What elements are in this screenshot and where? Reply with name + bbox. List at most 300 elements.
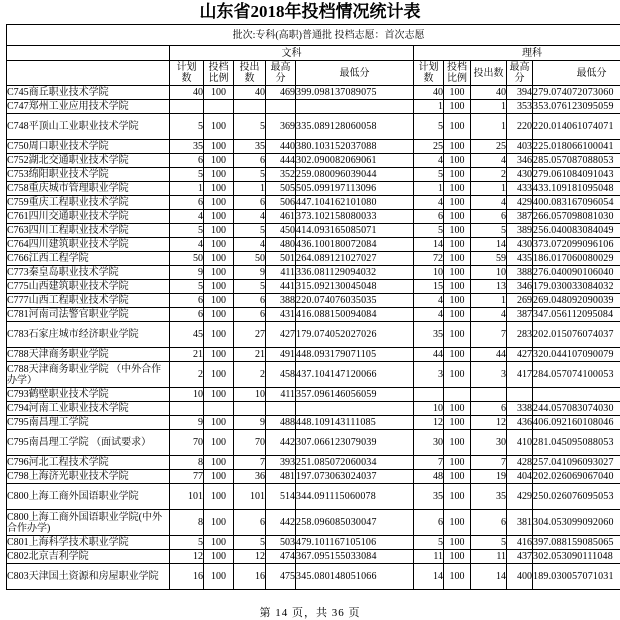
cell-lk-high: 410 bbox=[507, 430, 533, 456]
cell-wk-out: 50 bbox=[234, 252, 266, 266]
cell-wk-out: 35 bbox=[234, 140, 266, 154]
table-row bbox=[7, 114, 620, 140]
cell-wk-plan: 5 bbox=[170, 114, 204, 140]
cell-wk-high: 393 bbox=[266, 456, 296, 470]
cell-lk-ratio: 100 bbox=[444, 564, 471, 590]
cell-wk-plan: 40 bbox=[170, 86, 204, 100]
table-row bbox=[7, 224, 620, 238]
cell-wk-ratio: 100 bbox=[204, 140, 234, 154]
table-row bbox=[7, 210, 620, 224]
cell-lk-plan: 12 bbox=[414, 416, 444, 430]
cell-lk-out: 6 bbox=[471, 402, 507, 416]
cell-wk-plan: 9 bbox=[170, 266, 204, 280]
cell-lk-high: 220 bbox=[507, 114, 533, 140]
cell-lk-ratio: 100 bbox=[444, 154, 471, 168]
cell-wk-ratio: 100 bbox=[204, 86, 234, 100]
cell-lk-ratio: 100 bbox=[444, 252, 471, 266]
cell-wk-plan: 8 bbox=[170, 456, 204, 470]
col-header-lk-plan-line2: 数 bbox=[414, 73, 443, 84]
cell-lk-high: 389 bbox=[507, 224, 533, 238]
cell-wk-ratio: 100 bbox=[204, 196, 234, 210]
cell-wk-plan: 10 bbox=[170, 388, 204, 402]
cell-wk-low: 335.089128060058 bbox=[296, 114, 414, 140]
table-row bbox=[7, 308, 620, 322]
cell-lk-out: 44 bbox=[471, 348, 507, 362]
cell-wk-ratio: 100 bbox=[204, 308, 234, 322]
cell-wk-ratio: 100 bbox=[204, 252, 234, 266]
cell-school: C777山西工程职业技术学院 bbox=[7, 294, 170, 308]
cell-lk-out: 59 bbox=[471, 252, 507, 266]
cell-lk-ratio: 100 bbox=[444, 294, 471, 308]
table-row bbox=[7, 168, 620, 182]
cell-lk-low: 256.040083084049 bbox=[533, 224, 620, 238]
cell-lk-ratio bbox=[444, 388, 471, 402]
cell-wk-low: 436.100180072084 bbox=[296, 238, 414, 252]
cell-lk-ratio: 100 bbox=[444, 456, 471, 470]
cell-wk-plan: 50 bbox=[170, 252, 204, 266]
cell-lk-high: 387 bbox=[507, 210, 533, 224]
cell-lk-low: 250.026076095053 bbox=[533, 484, 620, 510]
cell-lk-out: 7 bbox=[471, 456, 507, 470]
cell-wk-low: 437.104147120066 bbox=[296, 362, 414, 388]
cell-wk-ratio: 100 bbox=[204, 210, 234, 224]
cell-wk-out: 9 bbox=[234, 416, 266, 430]
cell-wk-ratio: 100 bbox=[204, 536, 234, 550]
cell-lk-plan: 1 bbox=[414, 182, 444, 196]
cell-wk-plan: 6 bbox=[170, 154, 204, 168]
cell-wk-out: 12 bbox=[234, 550, 266, 564]
cell-lk-out: 1 bbox=[471, 294, 507, 308]
cell-lk-plan: 4 bbox=[414, 154, 444, 168]
cell-school: C802北京吉利学院 bbox=[7, 550, 170, 564]
cell-wk-ratio: 100 bbox=[204, 470, 234, 484]
cell-wk-high: 427 bbox=[266, 322, 296, 348]
cell-wk-ratio: 100 bbox=[204, 224, 234, 238]
cell-lk-out: 2 bbox=[471, 168, 507, 182]
cell-wk-low: 357.096146056059 bbox=[296, 388, 414, 402]
cell-wk-plan: 35 bbox=[170, 140, 204, 154]
cell-lk-out: 5 bbox=[471, 224, 507, 238]
cell-lk-high: 436 bbox=[507, 416, 533, 430]
cell-lk-plan: 14 bbox=[414, 564, 444, 590]
cell-wk-high: 475 bbox=[266, 564, 296, 590]
cell-school: C764四川建筑职业技术学院 bbox=[7, 238, 170, 252]
cell-school: C801上海科学技术职业学院 bbox=[7, 536, 170, 550]
cell-wk-plan: 5 bbox=[170, 168, 204, 182]
cell-wk-out: 5 bbox=[234, 280, 266, 294]
cell-lk-plan: 14 bbox=[414, 238, 444, 252]
table-row bbox=[7, 294, 620, 308]
cell-wk-high bbox=[266, 100, 296, 114]
cell-lk-low: 202.015076074037 bbox=[533, 322, 620, 348]
cell-lk-ratio: 100 bbox=[444, 430, 471, 456]
table-row bbox=[7, 266, 620, 280]
cell-school: C781河南司法警官职业学院 bbox=[7, 308, 170, 322]
cell-lk-ratio: 100 bbox=[444, 484, 471, 510]
batch-label: 批次:专科(高职)普通批 投档志愿：首次志愿 bbox=[7, 25, 620, 46]
cell-wk-ratio: 100 bbox=[204, 564, 234, 590]
cell-lk-out: 40 bbox=[471, 86, 507, 100]
cell-lk-high: 338 bbox=[507, 402, 533, 416]
cell-wk-plan: 4 bbox=[170, 210, 204, 224]
cell-lk-low: 285.057087088053 bbox=[533, 154, 620, 168]
cell-lk-plan: 10 bbox=[414, 266, 444, 280]
cell-lk-ratio: 100 bbox=[444, 224, 471, 238]
col-header-wk-ratio bbox=[204, 61, 234, 86]
col-header-lk-plan-line1: 计划 bbox=[414, 62, 443, 73]
cell-lk-ratio: 100 bbox=[444, 182, 471, 196]
cell-wk-out: 6 bbox=[234, 510, 266, 536]
cell-school: C758重庆城市管理职业学院 bbox=[7, 182, 170, 196]
col-header-lk-plan bbox=[414, 61, 444, 86]
cell-wk-low: 447.104162101080 bbox=[296, 196, 414, 210]
col-header-lk-ratio-line2: 比例 bbox=[444, 73, 470, 84]
cell-wk-out bbox=[234, 100, 266, 114]
cell-lk-low: 373.072099096106 bbox=[533, 238, 620, 252]
cell-lk-high: 429 bbox=[507, 196, 533, 210]
col-header-wk-out-line2: 数 bbox=[234, 73, 265, 84]
cell-wk-plan bbox=[170, 100, 204, 114]
cell-lk-ratio: 100 bbox=[444, 416, 471, 430]
cell-wk-high: 481 bbox=[266, 470, 296, 484]
cell-school: C750周口职业技术学院 bbox=[7, 140, 170, 154]
cell-wk-low: 373.102158080033 bbox=[296, 210, 414, 224]
cell-lk-high: 381 bbox=[507, 510, 533, 536]
col-header-lk-high bbox=[507, 61, 533, 86]
cell-wk-out: 6 bbox=[234, 308, 266, 322]
cell-lk-plan: 4 bbox=[414, 294, 444, 308]
cell-lk-low: 202.026069067040 bbox=[533, 470, 620, 484]
page-title: 山东省2018年投档情况统计表 bbox=[6, 0, 614, 24]
cell-wk-high: 411 bbox=[266, 266, 296, 280]
cell-wk-plan: 5 bbox=[170, 224, 204, 238]
col-header-wk-plan-line1: 计划 bbox=[170, 62, 203, 73]
cell-school: C783石家庄城市经济职业学院 bbox=[7, 322, 170, 348]
cell-wk-low: 259.080096039044 bbox=[296, 168, 414, 182]
cell-wk-out: 5 bbox=[234, 224, 266, 238]
col-header-wk-high-line2: 分 bbox=[266, 73, 295, 84]
col-header-school bbox=[7, 61, 170, 86]
cell-lk-high: 394 bbox=[507, 86, 533, 100]
cell-lk-low: 347.056112095084 bbox=[533, 308, 620, 322]
table-body bbox=[7, 86, 620, 590]
cell-lk-out: 11 bbox=[471, 550, 507, 564]
table-row bbox=[7, 348, 620, 362]
cell-lk-plan: 35 bbox=[414, 484, 444, 510]
table-row bbox=[7, 252, 620, 266]
table-row bbox=[7, 362, 620, 388]
cell-lk-high: 430 bbox=[507, 168, 533, 182]
cell-wk-high: 505 bbox=[266, 182, 296, 196]
cell-wk-ratio: 100 bbox=[204, 510, 234, 536]
cell-wk-out: 1 bbox=[234, 182, 266, 196]
cell-wk-low: 414.093165085071 bbox=[296, 224, 414, 238]
table-row bbox=[7, 86, 620, 100]
cell-wk-high: 431 bbox=[266, 308, 296, 322]
cell-wk-out: 2 bbox=[234, 362, 266, 388]
cell-school: C796河北工程技术学院 bbox=[7, 456, 170, 470]
cell-lk-high: 433 bbox=[507, 182, 533, 196]
cell-lk-out: 3 bbox=[471, 362, 507, 388]
cell-wk-plan: 1 bbox=[170, 182, 204, 196]
cell-wk-high: 503 bbox=[266, 536, 296, 550]
cell-lk-ratio: 100 bbox=[444, 322, 471, 348]
cell-wk-high: 469 bbox=[266, 86, 296, 100]
cell-wk-plan: 101 bbox=[170, 484, 204, 510]
cell-lk-low: 220.014061074071 bbox=[533, 114, 620, 140]
cell-lk-low: 225.018066100041 bbox=[533, 140, 620, 154]
cell-lk-low: 353.076123095059 bbox=[533, 100, 620, 114]
cell-lk-out: 35 bbox=[471, 484, 507, 510]
cell-lk-high: 403 bbox=[507, 140, 533, 154]
cell-wk-out: 21 bbox=[234, 348, 266, 362]
cell-wk-plan: 2 bbox=[170, 362, 204, 388]
cell-lk-plan: 5 bbox=[414, 168, 444, 182]
cell-lk-low: 406.092160108046 bbox=[533, 416, 620, 430]
cell-wk-ratio: 100 bbox=[204, 114, 234, 140]
cell-lk-ratio: 100 bbox=[444, 470, 471, 484]
cell-lk-out: 1 bbox=[471, 100, 507, 114]
cell-wk-out: 4 bbox=[234, 210, 266, 224]
cell-lk-plan: 3 bbox=[414, 362, 444, 388]
cell-wk-out: 4 bbox=[234, 238, 266, 252]
cell-wk-plan: 12 bbox=[170, 550, 204, 564]
col-header-wk-low: 最低分 bbox=[296, 61, 414, 86]
cell-wk-ratio: 100 bbox=[204, 550, 234, 564]
cell-lk-plan: 10 bbox=[414, 402, 444, 416]
cell-lk-low bbox=[533, 388, 620, 402]
cell-wk-ratio: 100 bbox=[204, 484, 234, 510]
cell-school: C748平顶山工业职业技术学院 bbox=[7, 114, 170, 140]
cell-wk-plan: 6 bbox=[170, 308, 204, 322]
cell-lk-plan: 44 bbox=[414, 348, 444, 362]
col-header-lk-high-line2: 分 bbox=[507, 73, 532, 84]
subject-group-header-row bbox=[7, 46, 620, 61]
cell-lk-out: 7 bbox=[471, 322, 507, 348]
cell-wk-ratio: 100 bbox=[204, 280, 234, 294]
cell-lk-low: 284.057074100053 bbox=[533, 362, 620, 388]
cell-lk-plan: 30 bbox=[414, 430, 444, 456]
cell-wk-plan: 77 bbox=[170, 470, 204, 484]
cell-school: C766江西工程学院 bbox=[7, 252, 170, 266]
cell-lk-plan: 6 bbox=[414, 510, 444, 536]
cell-lk-out: 4 bbox=[471, 154, 507, 168]
cell-wk-low: 264.089121027027 bbox=[296, 252, 414, 266]
cell-wk-ratio: 100 bbox=[204, 416, 234, 430]
cell-wk-low: 448.109143111085 bbox=[296, 416, 414, 430]
cell-wk-ratio: 100 bbox=[204, 348, 234, 362]
cell-lk-out: 1 bbox=[471, 114, 507, 140]
cell-lk-low: 397.088159085065 bbox=[533, 536, 620, 550]
page-footer: 第 14 页，共 36 页 bbox=[6, 590, 614, 620]
cell-wk-plan: 21 bbox=[170, 348, 204, 362]
cell-wk-plan: 4 bbox=[170, 238, 204, 252]
cell-wk-ratio: 100 bbox=[204, 362, 234, 388]
cell-lk-ratio: 100 bbox=[444, 100, 471, 114]
cell-lk-high: 416 bbox=[507, 536, 533, 550]
cell-school: C753绵阳职业技术学院 bbox=[7, 168, 170, 182]
cell-wk-ratio: 100 bbox=[204, 456, 234, 470]
table-row bbox=[7, 388, 620, 402]
cell-wk-high: 440 bbox=[266, 140, 296, 154]
cell-wk-plan bbox=[170, 402, 204, 416]
cell-wk-high: 450 bbox=[266, 224, 296, 238]
cell-lk-high bbox=[507, 388, 533, 402]
cell-wk-low: 344.091115060078 bbox=[296, 484, 414, 510]
cell-lk-out: 30 bbox=[471, 430, 507, 456]
cell-lk-low: 279.074072073060 bbox=[533, 86, 620, 100]
group-header-like: 理科 bbox=[414, 46, 620, 61]
cell-wk-plan: 16 bbox=[170, 564, 204, 590]
cell-wk-low: 307.066123079039 bbox=[296, 430, 414, 456]
cell-wk-out: 36 bbox=[234, 470, 266, 484]
table-row bbox=[7, 154, 620, 168]
cell-lk-high: 427 bbox=[507, 348, 533, 362]
cell-wk-ratio: 100 bbox=[204, 154, 234, 168]
cell-lk-high: 430 bbox=[507, 238, 533, 252]
cell-school: C803天津国土资源和房屋职业学院 bbox=[7, 564, 170, 590]
col-header-lk-ratio bbox=[444, 61, 471, 86]
cell-lk-low: 266.057098081030 bbox=[533, 210, 620, 224]
cell-lk-out: 19 bbox=[471, 470, 507, 484]
cell-wk-high: 506 bbox=[266, 196, 296, 210]
col-header-lk-low: 最低分 bbox=[533, 61, 620, 86]
cell-wk-low: 416.088150094084 bbox=[296, 308, 414, 322]
cell-school: C788天津商务职业学院 （中外合作办学） bbox=[7, 362, 170, 388]
cell-wk-high: 411 bbox=[266, 388, 296, 402]
cell-lk-ratio: 100 bbox=[444, 402, 471, 416]
cell-wk-low: 302.090082069061 bbox=[296, 154, 414, 168]
cell-lk-out: 13 bbox=[471, 280, 507, 294]
cell-lk-low: 269.048092090039 bbox=[533, 294, 620, 308]
cell-wk-ratio: 100 bbox=[204, 322, 234, 348]
cell-lk-out: 25 bbox=[471, 140, 507, 154]
cell-wk-ratio: 100 bbox=[204, 182, 234, 196]
cell-wk-ratio bbox=[204, 402, 234, 416]
cell-lk-out: 4 bbox=[471, 308, 507, 322]
cell-wk-high: 461 bbox=[266, 210, 296, 224]
cell-wk-plan: 5 bbox=[170, 536, 204, 550]
cell-wk-plan: 6 bbox=[170, 196, 204, 210]
cell-wk-out: 16 bbox=[234, 564, 266, 590]
cell-wk-high: 480 bbox=[266, 238, 296, 252]
cell-lk-high: 269 bbox=[507, 294, 533, 308]
cell-wk-high: 514 bbox=[266, 484, 296, 510]
cell-school: C761四川交通职业技术学院 bbox=[7, 210, 170, 224]
cell-lk-low: 186.017060080029 bbox=[533, 252, 620, 266]
cell-wk-high: 441 bbox=[266, 280, 296, 294]
cell-wk-low: 220.074076035035 bbox=[296, 294, 414, 308]
cell-wk-out: 6 bbox=[234, 294, 266, 308]
cell-lk-out: 10 bbox=[471, 266, 507, 280]
cell-lk-plan: 6 bbox=[414, 210, 444, 224]
cell-lk-plan: 5 bbox=[414, 536, 444, 550]
cell-school: C798上海济光职业技术学院 bbox=[7, 470, 170, 484]
cell-lk-ratio: 100 bbox=[444, 114, 471, 140]
col-header-lk-out: 投出数 bbox=[471, 61, 507, 86]
cell-wk-low: 197.073063024037 bbox=[296, 470, 414, 484]
cell-lk-ratio: 100 bbox=[444, 196, 471, 210]
cell-lk-out bbox=[471, 388, 507, 402]
cell-wk-high: 369 bbox=[266, 114, 296, 140]
cell-wk-high: 442 bbox=[266, 430, 296, 456]
cell-wk-low: 367.095155033084 bbox=[296, 550, 414, 564]
cell-lk-ratio: 100 bbox=[444, 266, 471, 280]
cell-wk-ratio bbox=[204, 100, 234, 114]
col-header-lk-high-line1: 最高 bbox=[507, 62, 532, 73]
cell-wk-plan: 9 bbox=[170, 416, 204, 430]
cell-lk-plan: 25 bbox=[414, 140, 444, 154]
cell-wk-low: 399.098137089075 bbox=[296, 86, 414, 100]
cell-lk-high: 428 bbox=[507, 456, 533, 470]
cell-wk-high: 491 bbox=[266, 348, 296, 362]
cell-wk-high: 488 bbox=[266, 416, 296, 430]
cell-lk-high: 388 bbox=[507, 266, 533, 280]
cell-wk-low: 336.081129094032 bbox=[296, 266, 414, 280]
cell-wk-high: 444 bbox=[266, 154, 296, 168]
cell-wk-out: 101 bbox=[234, 484, 266, 510]
cell-school: C775山西建筑职业技术学院 bbox=[7, 280, 170, 294]
col-header-wk-out bbox=[234, 61, 266, 86]
cell-lk-high: 346 bbox=[507, 280, 533, 294]
table-row bbox=[7, 484, 620, 510]
cell-lk-low: 433.109181095048 bbox=[533, 182, 620, 196]
cell-wk-ratio: 100 bbox=[204, 168, 234, 182]
cell-wk-low: 179.074052027026 bbox=[296, 322, 414, 348]
cell-wk-plan: 5 bbox=[170, 280, 204, 294]
cell-wk-out: 70 bbox=[234, 430, 266, 456]
col-header-wk-ratio-line2: 比例 bbox=[204, 73, 233, 84]
table-row bbox=[7, 238, 620, 252]
cell-wk-ratio: 100 bbox=[204, 430, 234, 456]
cell-wk-plan: 45 bbox=[170, 322, 204, 348]
cell-wk-out: 5 bbox=[234, 114, 266, 140]
cell-wk-low: 258.096085030047 bbox=[296, 510, 414, 536]
cell-wk-plan: 70 bbox=[170, 430, 204, 456]
cell-lk-high: 283 bbox=[507, 322, 533, 348]
cell-wk-out: 5 bbox=[234, 168, 266, 182]
cell-school: C763四川工程职业技术学院 bbox=[7, 224, 170, 238]
table-row bbox=[7, 416, 620, 430]
cell-wk-out: 9 bbox=[234, 266, 266, 280]
cell-lk-low: 302.053090111048 bbox=[533, 550, 620, 564]
cell-lk-out: 6 bbox=[471, 210, 507, 224]
cell-lk-ratio: 100 bbox=[444, 536, 471, 550]
cell-wk-ratio: 100 bbox=[204, 294, 234, 308]
cell-lk-low: 281.045095088053 bbox=[533, 430, 620, 456]
cell-lk-out: 6 bbox=[471, 510, 507, 536]
cell-wk-out: 6 bbox=[234, 154, 266, 168]
cell-lk-low: 400.083167096054 bbox=[533, 196, 620, 210]
cell-lk-plan: 72 bbox=[414, 252, 444, 266]
cell-lk-high: 435 bbox=[507, 252, 533, 266]
table-row bbox=[7, 322, 620, 348]
cell-lk-plan: 15 bbox=[414, 280, 444, 294]
cell-school: C795南昌理工学院 bbox=[7, 416, 170, 430]
cell-lk-out: 5 bbox=[471, 536, 507, 550]
table-row bbox=[7, 280, 620, 294]
cell-school: C747郑州工业应用技术学院 bbox=[7, 100, 170, 114]
cell-wk-out: 27 bbox=[234, 322, 266, 348]
cell-wk-high: 442 bbox=[266, 510, 296, 536]
cell-lk-plan: 11 bbox=[414, 550, 444, 564]
table-row bbox=[7, 182, 620, 196]
table-row bbox=[7, 456, 620, 470]
cell-wk-plan: 6 bbox=[170, 294, 204, 308]
cell-wk-low bbox=[296, 402, 414, 416]
col-header-wk-high-line1: 最高 bbox=[266, 62, 295, 73]
cell-school: C788天津商务职业学院 bbox=[7, 348, 170, 362]
